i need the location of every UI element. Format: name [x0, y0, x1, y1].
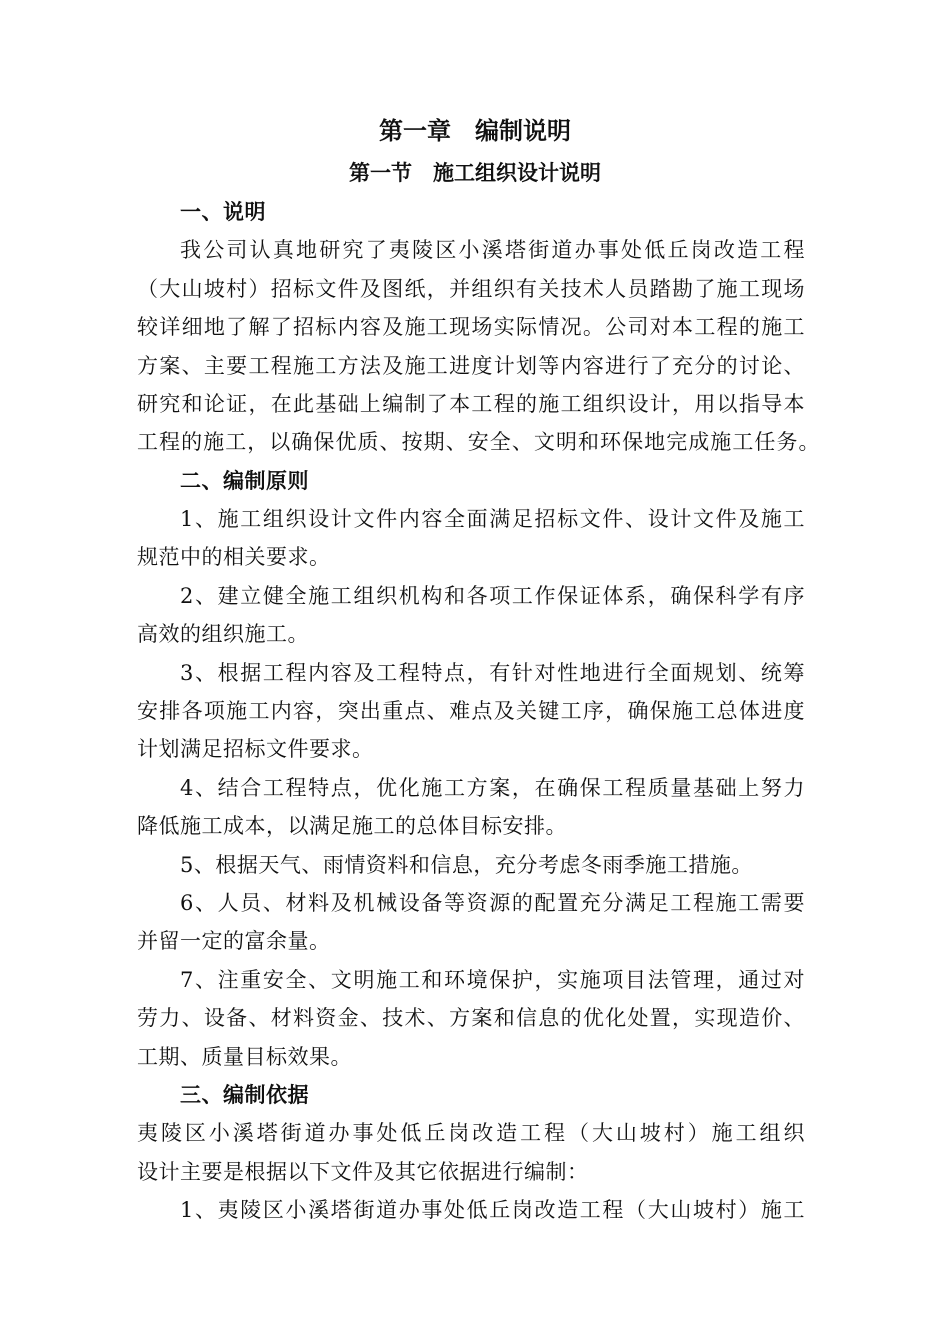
principle-line: 6、人员、材料及机械设备等资源的配置充分满足工程施工需要	[180, 891, 805, 915]
principle-line: 5、根据天气、雨情资料和信息，充分考虑冬雨季施工措施。	[180, 853, 753, 877]
principle-line: 工期、质量目标效果。	[137, 1045, 352, 1069]
heading-basis: 三、编制依据	[180, 1082, 309, 1107]
principle-line: 降低施工成本，以满足施工的总体目标安排。	[137, 814, 567, 838]
principle-line: 1、施工组织设计文件内容全面满足招标文件、设计文件及施工	[180, 507, 805, 531]
paragraph-line: 我公司认真地研究了夷陵区小溪塔街道办事处低丘岗改造工程	[180, 238, 805, 262]
paragraph-line: 工程的施工，以确保优质、按期、安全、文明和环保地完成施工任务。	[137, 430, 820, 454]
basis-line: 夷陵区小溪塔街道办事处低丘岗改造工程（大山坡村）施工组织	[137, 1121, 805, 1145]
heading-explanation: 一、说明	[180, 199, 266, 224]
chapter-title: 第一章 编制说明	[379, 116, 571, 145]
principle-line: 规范中的相关要求。	[137, 545, 331, 569]
principle-line: 7、注重安全、文明施工和环境保护，实施项目法管理，通过对	[180, 968, 805, 992]
paragraph-line: （大山坡村）招标文件及图纸，并组织有关技术人员踏勘了施工现场	[137, 277, 805, 301]
principle-line: 并留一定的富余量。	[137, 929, 331, 953]
paragraph-line: 较详细地了解了招标内容及施工现场实际情况。公司对本工程的施工	[137, 315, 805, 339]
principle-line: 劳力、设备、材料资金、技术、方案和信息的优化处置，实现造价、	[137, 1006, 805, 1030]
principle-line: 4、结合工程特点，优化施工方案，在确保工程质量基础上努力	[180, 776, 805, 800]
basis-line: 1、夷陵区小溪塔街道办事处低丘岗改造工程（大山坡村）施工	[180, 1198, 805, 1222]
paragraph-line: 方案、主要工程施工方法及施工进度计划等内容进行了充分的讨论、	[137, 354, 805, 378]
basis-line: 设计主要是根据以下文件及其它依据进行编制：	[137, 1160, 589, 1184]
principle-line: 3、根据工程内容及工程特点，有针对性地进行全面规划、统筹	[180, 661, 805, 685]
section-title: 第一节 施工组织设计说明	[349, 160, 601, 185]
principle-line: 2、建立健全施工组织机构和各项工作保证体系，确保科学有序	[180, 584, 805, 608]
principle-line: 安排各项施工内容，突出重点、难点及关键工序，确保施工总体进度	[137, 699, 805, 723]
principle-line: 高效的组织施工。	[137, 622, 309, 646]
heading-principles: 二、编制原则	[180, 468, 309, 493]
paragraph-line: 研究和论证，在此基础上编制了本工程的施工组织设计，用以指导本	[137, 392, 805, 416]
principle-line: 计划满足招标文件要求。	[137, 737, 374, 761]
